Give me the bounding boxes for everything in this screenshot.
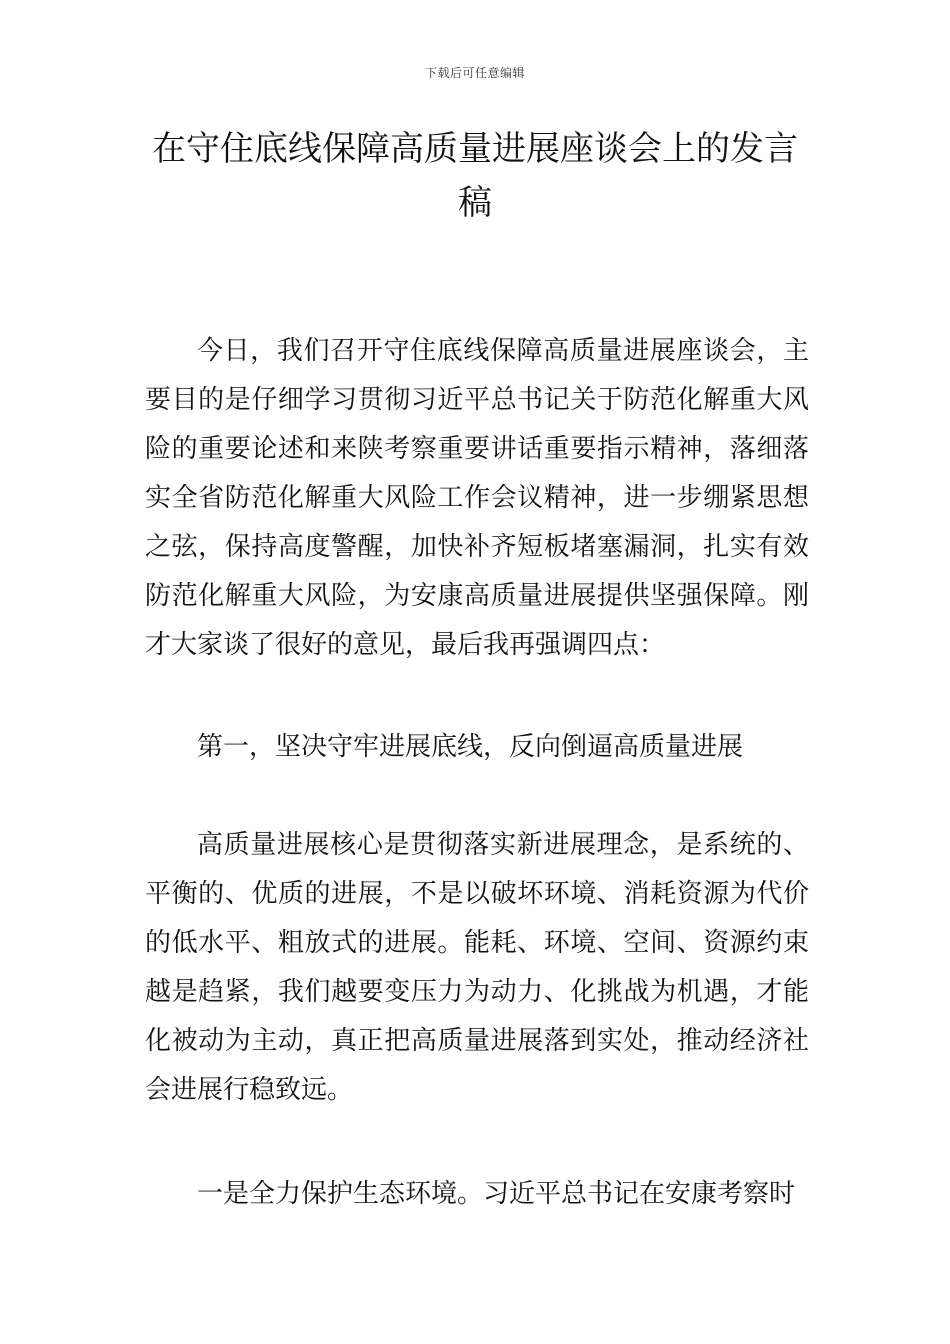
section-heading: 第一，坚决守牢进展底线，反向倒逼高质量进展	[197, 732, 744, 762]
body-paragraph: 高质量进展核心是贯彻落实新进展理念，是系统的、平衡的、优质的进展，不是以破坏环境、消耗资源为代价的低水平、粗放式的进展。能耗、环境、空间、资源约束越是趋紧，我们越要变压力为动力、化挑战为机遇，才能化被动为主动，真正把高质量进展落到实处，推动经济社会进展行稳致远。	[145, 830, 809, 1105]
body-paragraph: 今日，我们召开守住底线保障高质量进展座谈会，主要目的是仔细学习贯彻习近平总书记关于防范化解重大风险的重要论述和来陕考察重要讲话重要指示精神，落细落实全省防范化解重大风险工作会议精神，进一步绷紧思想之弦，保持高度警醒，加快补齐短板堵塞漏洞，扎实有效防范化解重大风险，为安康高质量进展提供坚强保障。刚才大家谈了很好的意见，最后我再强调四点：	[145, 336, 809, 660]
document-title: 在守住底线保障高质量进展座谈会上的发言稿	[152, 129, 798, 223]
header-note: 下载后可任意编辑	[424, 66, 525, 80]
body-paragraph: 一是全力保护生态环境。习近平总书记在安康考察时	[197, 1179, 796, 1209]
